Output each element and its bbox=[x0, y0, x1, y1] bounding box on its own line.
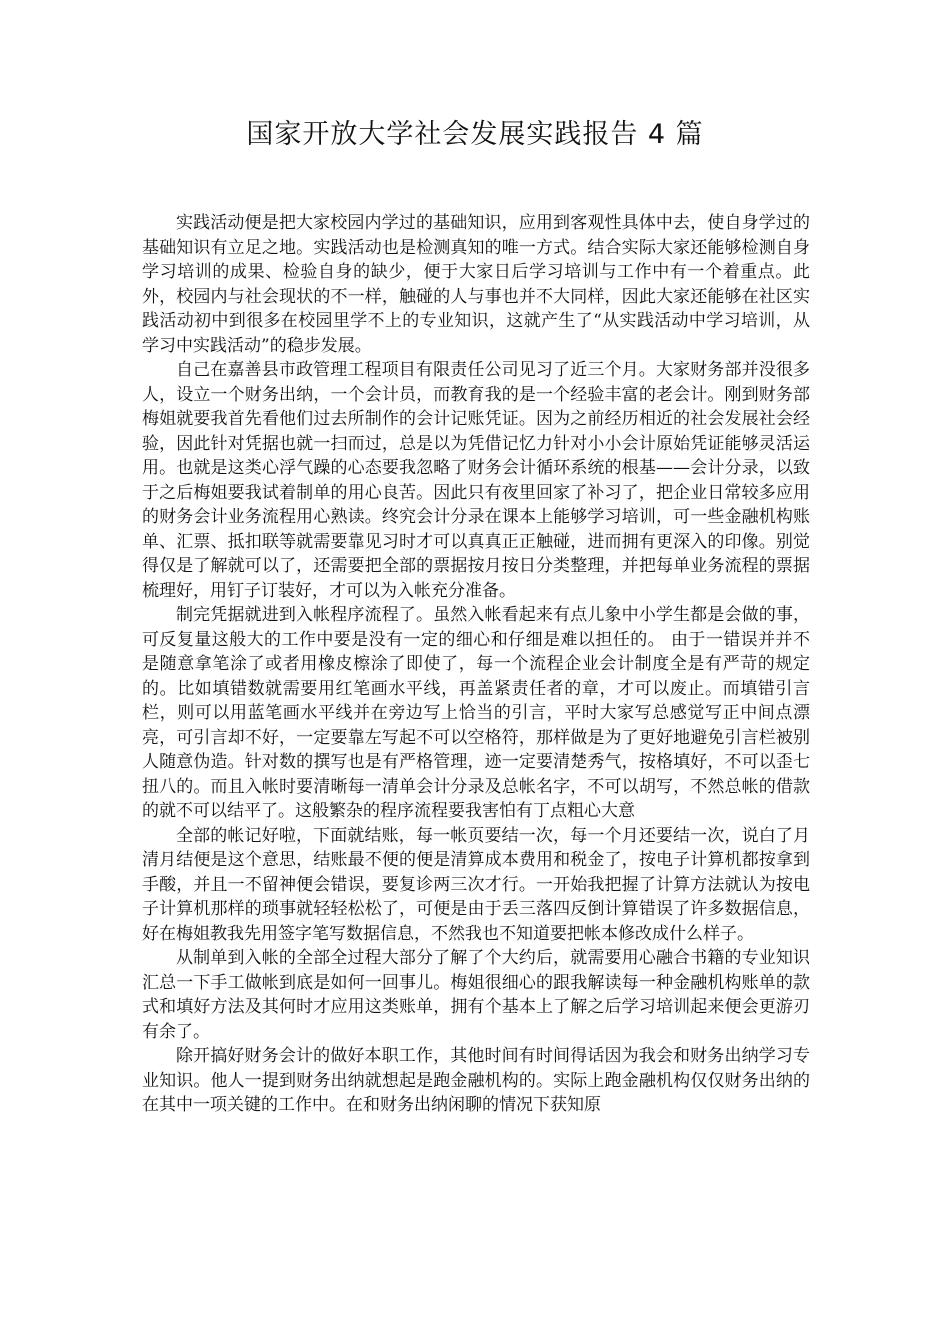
paragraph-2: 自己在嘉善县市政管理工程项目有限责任公司见习了近三个月。大家财务部并没很多人，设立一个财务出纳，一个会计员，而教育我的是一个经验丰富的老会计。刚到财务部梅姐就要我首先看他们过去所制作的会计记账凭证。因为之前经历相近的社会发展社会经验，因此针对凭据也就一扫而过，总是以为凭借记忆力针对小小会计原始凭证能够灵活运用。也就是这类心浮气躁的心态要我忽略了财务会计循环系统的根基——会计分录，以致于之后梅姐要我试着制单的用心良苦。因此只有夜里回家了补习了，把企业日常较多应用的财务会计业务流程用心熟读。终究会计分录在课本上能够学习培训，可一些金融机构账单、汇票、抵扣联等就需要靠见习时才可以真真正正触碰，进而拥有更深入的印像。别觉得仅是了解就可以了，还需要把全部的票据按月按日分类整理，并把每单业务流程的票据梳理好，用钉子订装好，才可以为入帐充分准备。 bbox=[142, 360, 810, 601]
paragraph-4: 全部的帐记好啦，下面就结账，每一帐页要结一次，每一个月还要结一次，说白了月清月结便是这个意思，结账最不便的便是清算成本费用和税金了，按电子计算机都按拿到手酸，并且一不留神便会错误，要复诊两三次才行。一开始我把握了计算方法就认为按电子计算机那样的琐事就轻轻松松了，可便是由于丢三落四反倒计算错误了许多数据信息，好在梅姐教我先用签字笔写数据信息，不然我也不知道要把帐本修改成什么样子。 bbox=[142, 825, 810, 944]
document-title: 国家开放大学社会发展实践报告 4 篇 bbox=[246, 119, 704, 150]
document-body bbox=[142, 211, 810, 1118]
paragraph-6: 除开搞好财务会计的做好本职工作，其他时间有时间得话因为我会和财务出纳学习专业知识。他人一提到财务出纳就想起是跑金融机构的。实际上跑金融机构仅仅财务出纳的在其中一项关键的工作中。在和财务出纳闲聊的情况下获知原 bbox=[142, 1046, 810, 1115]
paragraph-3: 制完凭据就进到入帐程序流程了。虽然入帐看起来有点儿象中小学生都是会做的事，可反复量这般大的工作中要是没有一定的细心和仔细是难以担任的。 由于一错误并并不是随意拿笔涂了或者用橡皮檫涂了即使了，每一个流程企业会计制度全是有严苛的规定的。比如填错数就需要用红笔画水平线，再盖紧责任者的章，才可以废止。而填错引言栏，则可以用蓝笔画水平线并在旁边写上恰当的引言，平时大家写总感觉写正中间点漂亮，可引言却不好，一定要靠左写起不可以空格符，那样做是为了更好地避免引言栏被别人随意伪造。针对数的撰写也是有严格管理，迹一定要清楚秀气，按格填好，不可以歪七扭八的。而且入帐时要清晰每一清单会计分录及总帐名字，不可以胡写，不然总帐的借款的就不可以结平了。这般繁杂的程序流程要我害怕有丁点粗心大意 bbox=[142, 605, 810, 821]
paragraph-1: 实践活动便是把大家校园内学过的基础知识，应用到客观性具体中去，使自身学过的基础知识有立足之地。实践活动也是检测真知的唯一方式。结合实际大家还能够检测自身学习培训的成果、检验自身的缺少，便于大家日后学习培训与工作中有一个着重点。此外，校园内与社会现状的不一样，触碰的人与事也并不大同样，因此大家还能够在社区实践活动初中到很多在校园里学不上的专业知识，这就产生了“从实践活动中学习培训，从学习中实践活动”的稳步发展。 bbox=[142, 213, 810, 356]
paragraph-5: 从制单到入帐的全部全过程大部分了解了个大约后，就需要用心融合书籍的专业知识汇总一下手工做帐到底是如何一回事儿。梅姐很细心的跟我解读每一种金融机构账单的款式和填好方法及其何时才应用这类账单，拥有个基本上了解之后学习培训起来便会更游刃有余了。 bbox=[142, 948, 810, 1042]
